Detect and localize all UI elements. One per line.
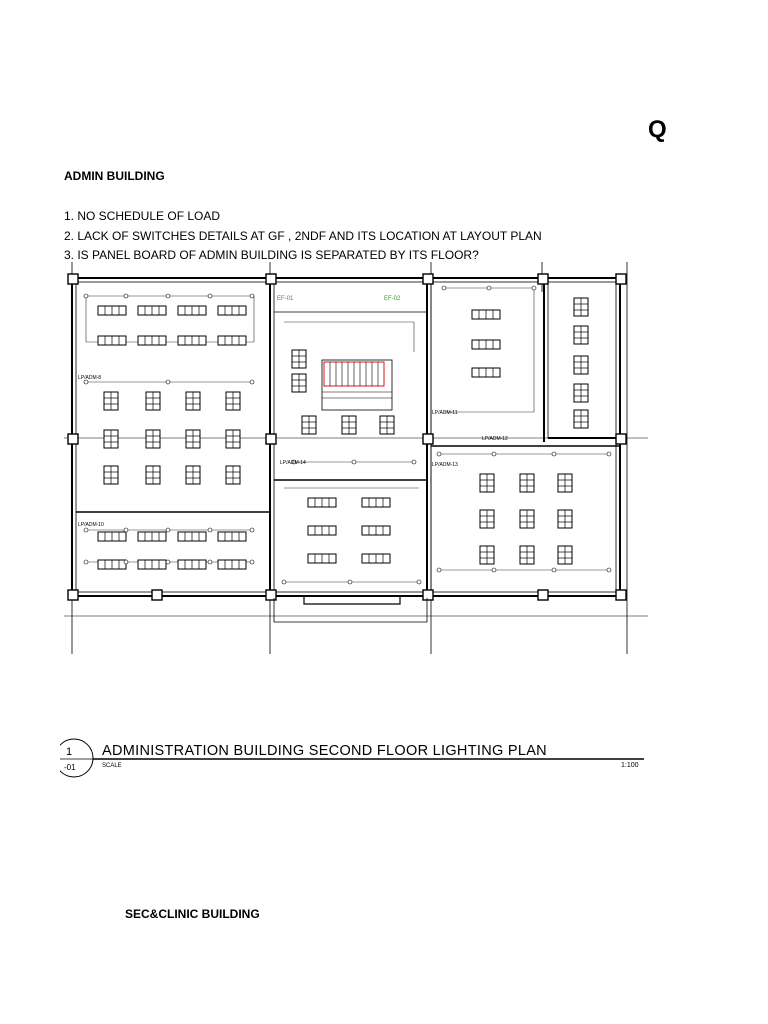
column xyxy=(266,434,276,444)
bay-projection xyxy=(296,596,408,604)
scale-label: SCALE xyxy=(102,763,122,769)
panel-label: LP/ADM-8 xyxy=(78,375,102,381)
corner-letter: Q xyxy=(648,116,667,143)
drawing-title-block xyxy=(60,738,648,780)
column xyxy=(68,434,78,444)
column xyxy=(266,274,276,284)
column xyxy=(616,590,626,600)
scale-value: 1:100 xyxy=(621,762,639,769)
column xyxy=(266,590,276,600)
panel-label: LP/ADM-12 xyxy=(482,436,508,442)
panel-label: LP/ADM-14 xyxy=(280,460,306,466)
stair xyxy=(322,360,392,410)
note-2: 2. LACK OF SWITCHES DETAILS AT GF , 2NDF AND ITS LOCATION AT LAYOUT PLAN xyxy=(64,229,542,243)
switch-label: EF-02 xyxy=(384,296,401,302)
switch-label: EF-01 xyxy=(277,296,294,302)
column xyxy=(152,590,162,600)
lighting-floor-plan xyxy=(64,262,648,658)
column xyxy=(423,590,433,600)
column xyxy=(538,274,548,284)
column xyxy=(68,590,78,600)
light-fixtures xyxy=(98,298,588,569)
sheet-number: -01 xyxy=(64,763,76,772)
section-heading: ADMIN BUILDING xyxy=(64,169,165,183)
panel-label: LP/ADM-13 xyxy=(432,462,458,468)
note-1: 1. NO SCHEDULE OF LOAD xyxy=(64,209,221,223)
note-3: 3. IS PANEL BOARD OF ADMIN BUILDING IS SEPARATED BY ITS FLOOR? xyxy=(64,248,479,262)
column xyxy=(538,590,548,600)
column xyxy=(616,434,626,444)
column xyxy=(616,274,626,284)
drawing-number: 1 xyxy=(66,746,73,758)
column xyxy=(423,274,433,284)
column xyxy=(68,274,78,284)
panel-label: LP/ADM-10 xyxy=(78,522,104,528)
column xyxy=(423,434,433,444)
panel-label: LP/ADM-11 xyxy=(432,410,458,416)
sec-clinic-heading: SEC&CLINIC BUILDING xyxy=(125,907,260,921)
bay-outline xyxy=(274,598,427,622)
drawing-title: ADMINISTRATION BUILDING SECOND FLOOR LIGHTING PLAN xyxy=(102,743,547,759)
